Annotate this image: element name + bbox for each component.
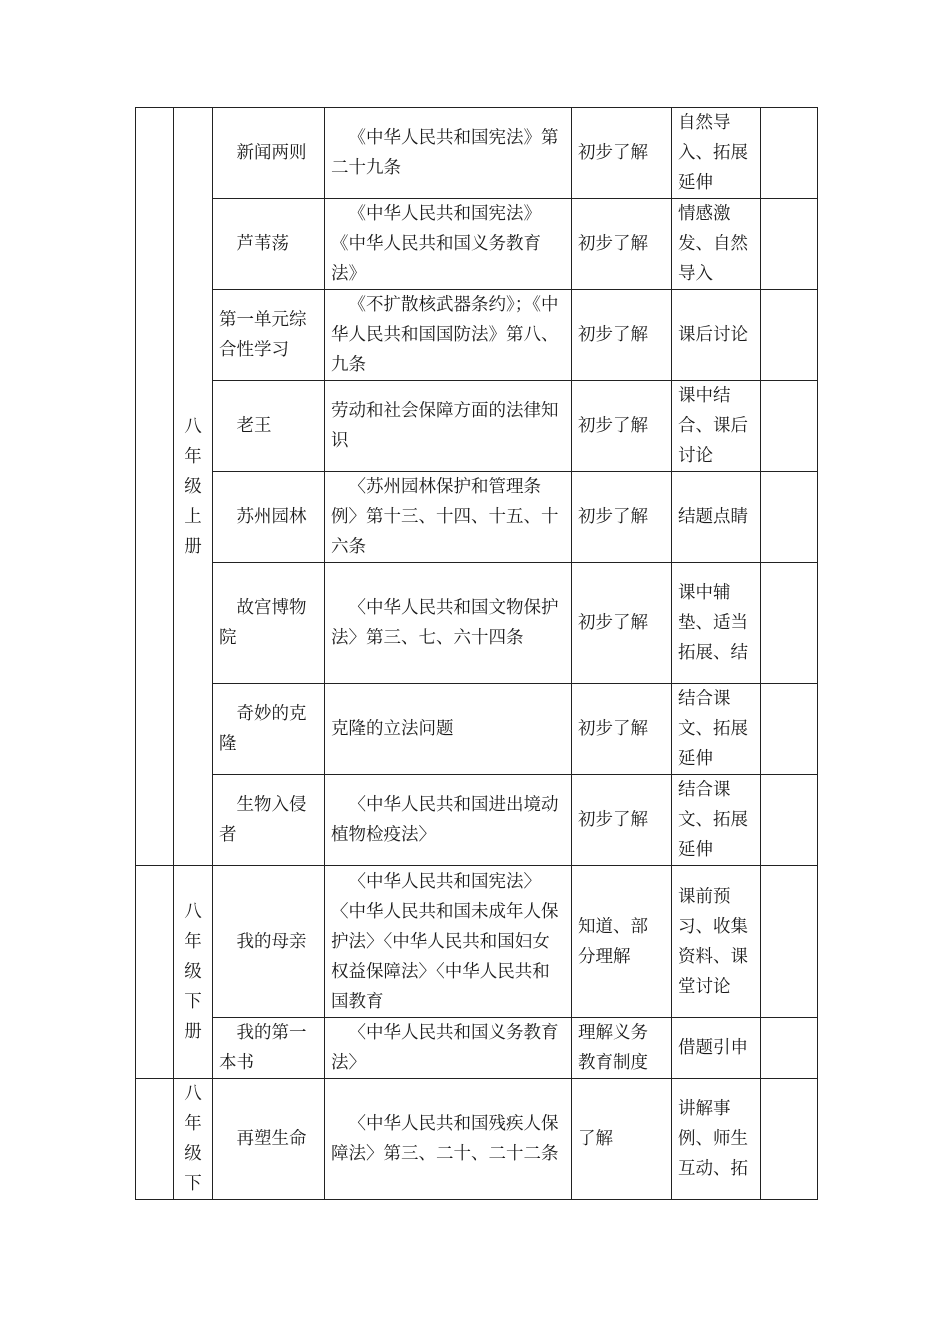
lesson-cell — [213, 775, 325, 866]
grade-cell — [174, 866, 213, 1079]
method-cell — [672, 472, 761, 563]
curriculum-table — [135, 107, 818, 1200]
blank-cell — [761, 684, 818, 775]
lesson-title: 我的第一本书 — [219, 1023, 307, 1073]
law-cell — [325, 472, 572, 563]
lesson-title: 新闻两则 — [236, 143, 307, 163]
grade-label: 八年级下册 — [184, 902, 202, 1042]
blank-cell — [761, 866, 818, 1018]
requirement-cell — [572, 563, 672, 684]
blank-cell — [761, 1018, 818, 1079]
blank-cell — [761, 563, 818, 684]
method-cell — [672, 1079, 761, 1200]
law-text: 〈苏州园林保护和管理条例〉第十三、十四、十五、十六条 — [331, 477, 559, 557]
lesson-cell — [213, 866, 325, 1018]
grade-label: 八年级上册 — [184, 416, 202, 557]
method-cell — [672, 1018, 761, 1079]
lesson-cell — [213, 1079, 325, 1200]
requirement-text: 初步了解 — [578, 234, 648, 254]
lesson-title: 我的母亲 — [236, 931, 307, 952]
law-cell — [325, 199, 572, 290]
method-cell — [672, 775, 761, 866]
blank-cell — [761, 381, 818, 472]
lesson-cell — [213, 108, 325, 199]
requirement-cell — [572, 199, 672, 290]
lesson-cell — [213, 472, 325, 563]
law-text: 克隆的立法问题 — [331, 719, 454, 739]
requirement-cell — [572, 472, 672, 563]
law-cell — [325, 381, 572, 472]
requirement-cell — [572, 775, 672, 866]
lesson-title: 苏州园林 — [236, 507, 307, 527]
requirement-text: 了解 — [578, 1129, 613, 1149]
table-row — [136, 381, 818, 472]
lesson-cell — [213, 199, 325, 290]
blank-cell — [761, 775, 818, 866]
method-text: 课后讨论 — [678, 325, 748, 345]
lesson-cell — [213, 684, 325, 775]
table-row — [136, 1018, 818, 1079]
blank-cell — [761, 1079, 818, 1200]
method-cell — [672, 381, 761, 472]
law-cell — [325, 684, 572, 775]
requirement-cell — [572, 684, 672, 775]
law-cell — [325, 775, 572, 866]
requirement-text: 知道、部分理解 — [578, 916, 648, 967]
method-cell — [672, 684, 761, 775]
blank-cell — [761, 290, 818, 381]
method-text: 课中结合、课后讨论 — [678, 386, 748, 466]
table-row — [136, 290, 818, 381]
blank-cell — [761, 199, 818, 290]
law-cell — [325, 1079, 572, 1200]
requirement-text: 初步了解 — [578, 613, 648, 633]
method-cell — [672, 290, 761, 381]
method-text: 课中辅垫、适当拓展、结 — [678, 583, 748, 663]
requirement-text: 初步了解 — [578, 507, 648, 527]
law-cell — [325, 290, 572, 381]
table-row — [136, 775, 818, 866]
law-cell — [325, 1018, 572, 1079]
requirement-text: 初步了解 — [578, 416, 648, 436]
lesson-title: 再塑生命 — [236, 1129, 307, 1149]
law-text: 〈中华人民共和国文物保护法〉第三、七、六十四条 — [331, 598, 559, 648]
method-text: 借题引申 — [678, 1038, 748, 1058]
requirement-cell — [572, 866, 672, 1018]
lesson-title: 芦苇荡 — [236, 234, 289, 254]
table-row — [136, 563, 818, 684]
requirement-text: 理解义务教育制度 — [578, 1023, 648, 1073]
method-text: 情感激发、自然导入 — [678, 204, 748, 284]
lesson-cell — [213, 290, 325, 381]
method-text: 讲解事例、师生互动、拓 — [678, 1099, 748, 1179]
method-cell — [672, 866, 761, 1018]
law-text: 《不扩散核武器条约》；《中华人民共和国国防法》第八、九条 — [331, 295, 559, 375]
table-row — [136, 108, 818, 199]
law-text: 《中华人民共和国宪法》《中华人民共和国义务教育法》 — [331, 204, 541, 284]
table-row — [136, 684, 818, 775]
law-text: 〈中华人民共和国进出境动植物检疫法〉 — [331, 795, 559, 845]
requirement-cell — [572, 381, 672, 472]
requirement-cell — [572, 1018, 672, 1079]
lesson-title: 生物入侵者 — [219, 795, 307, 845]
blank-cell — [761, 108, 818, 199]
blank-cell — [136, 866, 174, 1079]
requirement-cell — [572, 1079, 672, 1200]
method-cell — [672, 108, 761, 199]
lesson-title: 老王 — [236, 416, 272, 436]
law-cell — [325, 866, 572, 1018]
lesson-title: 故宫博物院 — [219, 598, 307, 648]
law-text: 〈中华人民共和国义务教育法〉 — [331, 1023, 559, 1073]
table-row — [136, 199, 818, 290]
table-row — [136, 866, 818, 1018]
requirement-text: 初步了解 — [578, 325, 648, 345]
lesson-title: 第一单元综合性学习 — [219, 310, 307, 360]
law-text: 〈中华人民共和国残疾人保障法〉第三、二十、二十二条 — [331, 1114, 559, 1164]
method-text: 课前预习、收集资料、课堂讨论 — [678, 886, 748, 997]
blank-cell — [761, 472, 818, 563]
method-cell — [672, 563, 761, 684]
method-cell — [672, 199, 761, 290]
law-text: 〈中华人民共和国宪法〉〈中华人民共和国未成年人保护法〉〈中华人民共和国妇女权益保障法〉〈中华人民共和国教育 — [331, 871, 559, 1012]
method-text: 自然导入、拓展延伸 — [678, 113, 748, 193]
requirement-cell — [572, 290, 672, 381]
requirement-text: 初步了解 — [578, 810, 648, 830]
law-text: 《中华人民共和国宪法》第二十九条 — [331, 128, 559, 178]
law-text: 劳动和社会保障方面的法律知识 — [331, 401, 559, 451]
lesson-cell — [213, 381, 325, 472]
requirement-text: 初步了解 — [578, 143, 648, 163]
requirement-text: 初步了解 — [578, 719, 648, 739]
lesson-title: 奇妙的克隆 — [219, 704, 307, 754]
law-cell — [325, 563, 572, 684]
lesson-cell — [213, 563, 325, 684]
grade-cell — [174, 108, 213, 866]
grade-label: 八年级下 — [184, 1084, 202, 1194]
lesson-cell — [213, 1018, 325, 1079]
method-text: 结合课文、拓展延伸 — [678, 689, 748, 769]
requirement-cell — [572, 108, 672, 199]
blank-cell — [136, 108, 174, 866]
method-text: 结题点睛 — [678, 507, 748, 527]
law-cell — [325, 108, 572, 199]
blank-cell — [136, 1079, 174, 1200]
method-text: 结合课文、拓展延伸 — [678, 780, 748, 860]
table-row — [136, 1079, 818, 1200]
table-row — [136, 472, 818, 563]
grade-cell — [174, 1079, 213, 1200]
